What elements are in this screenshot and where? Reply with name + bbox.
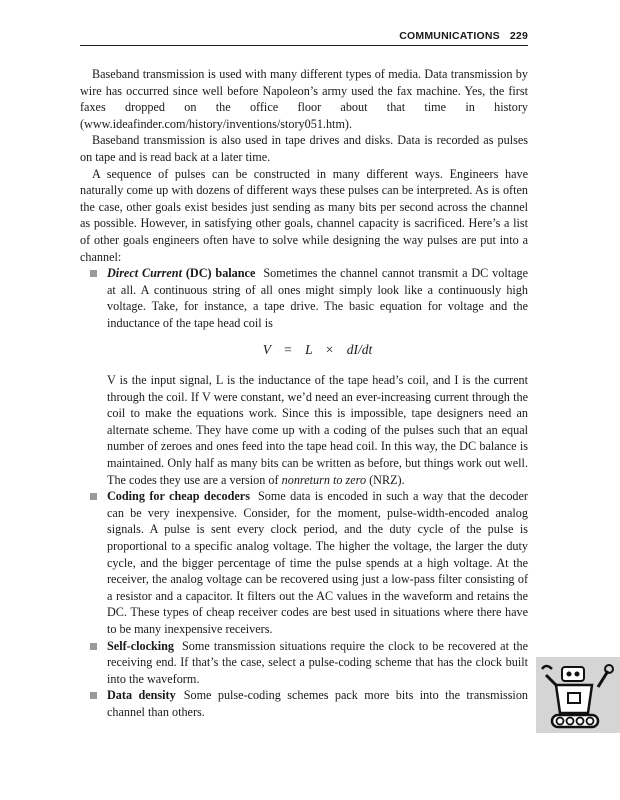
equation xyxy=(107,342,528,359)
list-item-self-clocking xyxy=(80,638,528,688)
term-italic: Direct Current xyxy=(107,266,182,281)
page-body xyxy=(80,66,528,721)
paragraph: Baseband transmission is also used in tape drives and disks. Data is recorded as pulses on tape and is read back at a later time. xyxy=(80,133,528,164)
eq-l: L xyxy=(305,341,313,357)
section-title: COMMUNICATIONS xyxy=(399,30,500,42)
item-text: Some pulse-coding schemes pack more bits into the transmission channel than others. xyxy=(107,688,529,719)
square-bullet-icon xyxy=(90,493,97,500)
eq-times: × xyxy=(325,341,334,357)
list-item-data-density xyxy=(80,687,528,720)
item-text-end: (NRZ). xyxy=(366,472,405,487)
page-number: 229 xyxy=(509,30,528,42)
list-item-dc-balance xyxy=(80,265,528,488)
paragraph: A sequence of pulses can be constructed in many different ways. Engineers have naturally come up with dozens of different ways these pulses can be interpreted. As is often the case, other goals exist besides just sending as many bits per second across the channel as possible. However, in satisfying other goals, channel capacity is sacrificed. Here’s a list of other goals engineers often have to solve while designing the way pulses are put into a channel: xyxy=(80,166,528,264)
item-term: Data density xyxy=(107,688,176,703)
eq-equals: = xyxy=(284,341,292,357)
robot-margin-icon xyxy=(536,657,620,733)
item-text: Some transmission situations require the clock to be recovered at the receiving end. If that’s the case, select a pulse-coding scheme that has the clock built into the waveform. xyxy=(107,638,528,686)
eq-lhs: V xyxy=(262,341,271,357)
square-bullet-icon xyxy=(90,692,97,699)
item-text-continued: V is the input signal, L is the inductance of the tape head’s coil, and I is the current through the coil. If V were constant, we’d need an ever-increasing current through the coil to make the equations work. Since this is impossible, tape designers need an alternate scheme. They have come up with a coding of the pulses such that an equal number of zeroes and ones feed into the tape head coil. In this way, the DC balance is maintained. Only half as many bits can be written as before, but things work out well. The codes they use are a version of xyxy=(107,373,528,487)
robot-icon xyxy=(536,657,620,733)
eq-rhs: dI/dt xyxy=(346,341,373,357)
item-term: Coding for cheap decoders xyxy=(107,489,250,504)
square-bullet-icon xyxy=(90,270,97,277)
item-term xyxy=(107,266,255,280)
goals-list xyxy=(80,265,528,720)
list-item-cheap-decoders xyxy=(80,488,528,637)
item-term: Self-clocking xyxy=(107,638,175,653)
item-text: Sometimes the channel cannot transmit a DC voltage at all. A continuous string of all ones might simply look like a continuously high voltage. Take, for instance, a tape drive. The basic equation for voltage and the inductance of the tape head coil is xyxy=(107,266,529,330)
item-continuation xyxy=(107,372,528,488)
item-text: Some data is encoded in such a way that the decoder can be very inexpensive. Consider, for the moment, pulse-width-encoded analog signals. A pulse is sent every clock period, and the duty cycle of the pulse is proportional to a specific analog voltage. The higher the voltage, the larger the duty cycle, and the bigger percentage of time the pulse spends at a high voltage. At the receiver, the analog voltage can be recovered using just a low-pass filter consisting of a resistor and a capacitor. It filters out the AC values in the waveform and retains the DC. These types of cheap receiver codes are best used in situations where there have to be many inexpensive receivers. xyxy=(107,489,528,636)
nrz-term: nonreturn to zero xyxy=(281,472,367,487)
paragraph: Baseband transmission is used with many different types of media. Data transmission by wire has occurred since well before Napoleon’s army used the fax machine. Yes, the first faxes dropped on the office floor about that time in history (www.ideafinder.com/history/inventions/story051.htm). xyxy=(80,67,528,131)
running-header xyxy=(80,30,528,46)
term-rest: (DC) balance xyxy=(181,266,256,281)
square-bullet-icon xyxy=(90,643,97,650)
